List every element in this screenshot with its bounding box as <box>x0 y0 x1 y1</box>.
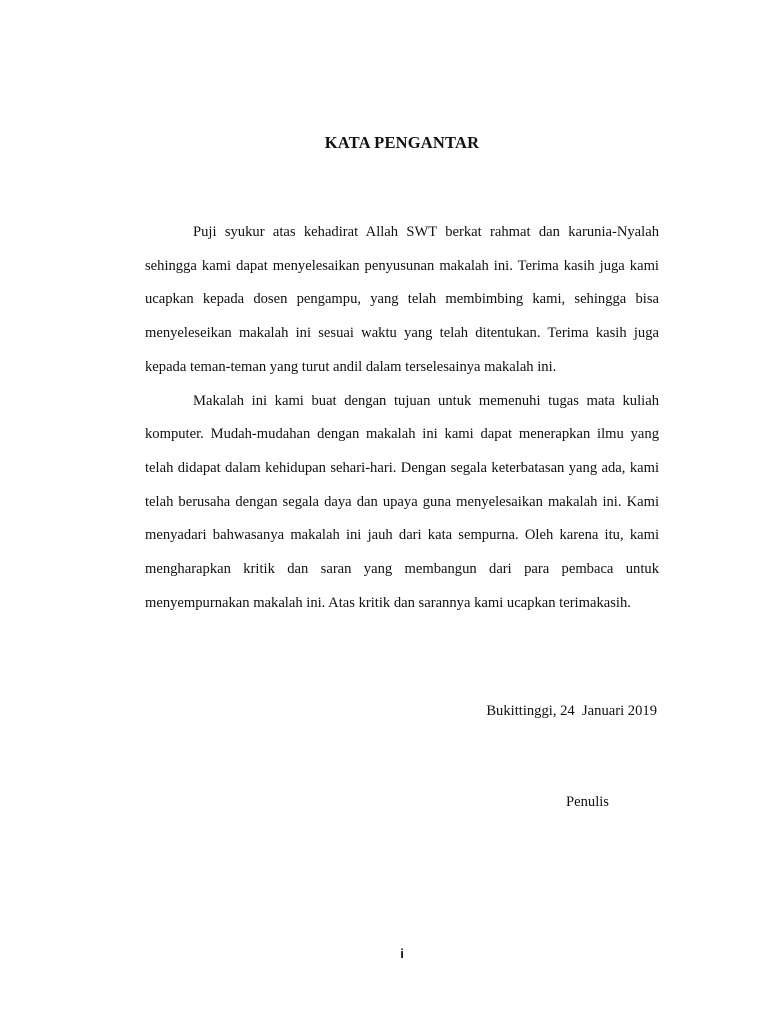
place-date: Bukittinggi, 24 Januari 2019 <box>486 703 657 719</box>
page-number: i <box>400 946 404 961</box>
paragraph-2: Makalah ini kami buat dengan tujuan untuk memenuhi tugas mata kuliah komputer. Mudah-mudahan dengan makalah ini kami dapat menerapkan ilmu yang telah didapat dalam kehidupan sehari-hari. Dengan segala keterbatasan yang ada, kami telah berusaha dengan segala daya dan upaya guna menyelesaikan makalah ini. Kami menyadari bahwasanya makalah ini jauh dari kata sempurna. Oleh karena itu, kami mengharapkan kritik dan saran yang membangun dari para pembaca untuk menyempurnakan makalah ini. Atas kritik dan sarannya kami ucapkan terimakasih. <box>145 392 659 611</box>
page-title: KATA PENGANTAR <box>324 133 480 152</box>
author-signature: Penulis <box>566 794 609 810</box>
body-text <box>145 216 659 620</box>
paragraph-1: Puji syukur atas kehadirat Allah SWT berkat rahmat dan karunia-Nyalah sehingga kami dapat menyelesaikan penyusunan makalah ini. Terima kasih juga kami ucapkan kepada dosen pengampu, yang telah membimbing kami, sehingga bisa menyeleseikan makalah ini sesuai waktu yang telah ditentukan. Terima kasih juga kepada teman-teman yang turut andil dalam terselesainya makalah ini. <box>145 224 659 375</box>
